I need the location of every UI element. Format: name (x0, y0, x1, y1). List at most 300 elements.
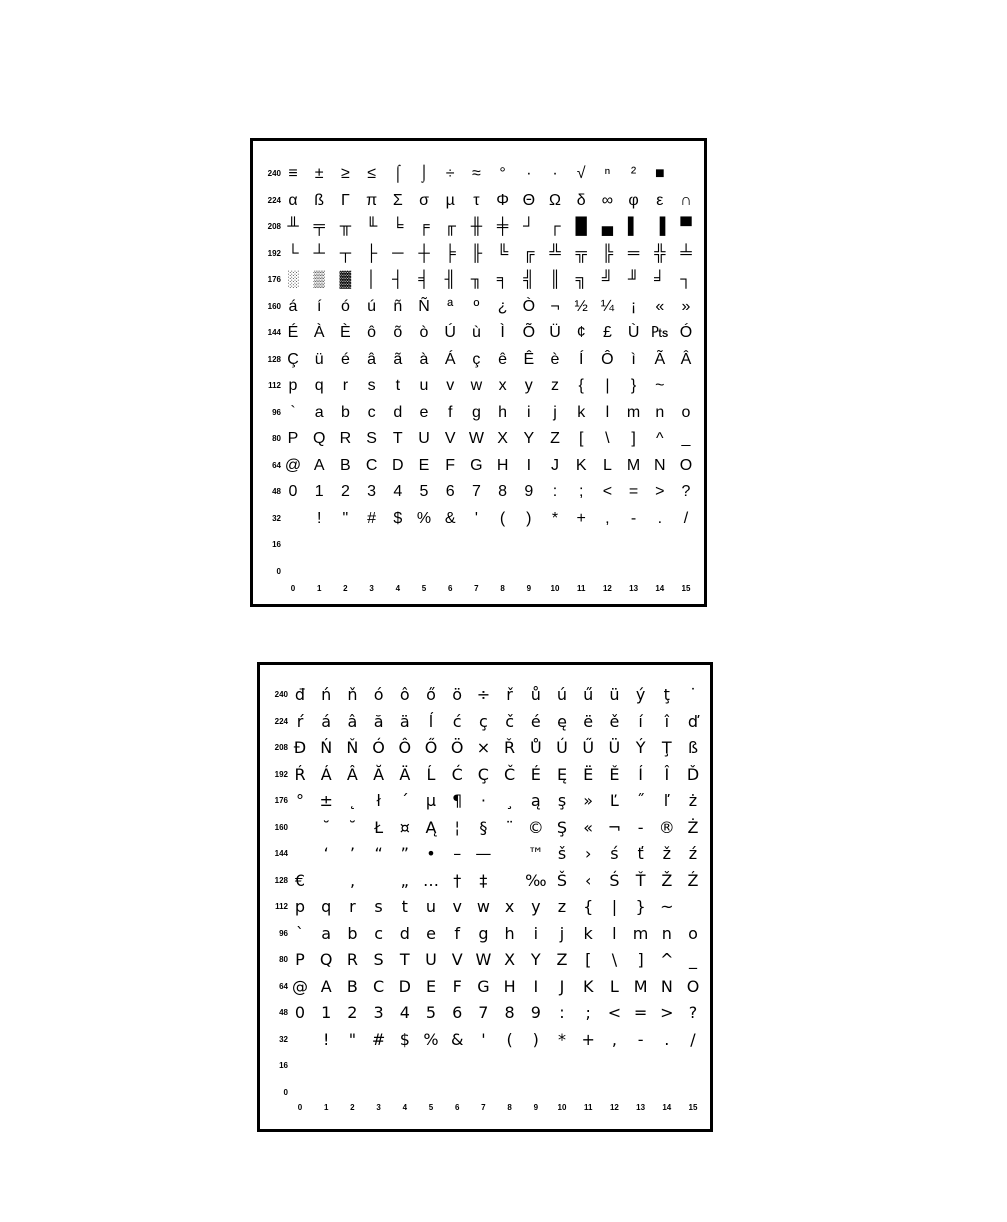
character-cell: y (531, 897, 541, 916)
character-cell: o (681, 403, 691, 421)
character-cell: ¢ (576, 324, 586, 341)
character-cell: 5 (419, 483, 429, 500)
character-cell: Í (638, 764, 643, 784)
character-cell: ° (296, 791, 304, 810)
character-cell (680, 1055, 706, 1077)
character-cell (568, 534, 594, 556)
character-cell (680, 1082, 706, 1104)
row-label: 0 (283, 1087, 288, 1097)
character-cell: „ (400, 870, 409, 890)
character-cell: ľ (663, 791, 670, 810)
character-cell: Â (680, 350, 692, 368)
character-cell: Ü (608, 738, 621, 757)
character-cell: d (393, 403, 403, 421)
character-cell: Č (504, 764, 516, 784)
character-cell: ≤ (367, 165, 376, 182)
character-cell (385, 561, 411, 583)
character-cell: 3 (373, 1003, 384, 1022)
character-cell: º (473, 297, 480, 315)
character-cell: ã (393, 350, 403, 368)
character-cell: Ż (687, 817, 699, 837)
column-label: 3 (376, 1103, 381, 1112)
character-cell: Ú (444, 324, 456, 341)
row-label: 128 (274, 875, 288, 885)
character-cell (628, 1082, 654, 1104)
character-cell: 1 (314, 483, 324, 500)
character-cell: O (679, 456, 693, 474)
character-cell: ” (400, 844, 409, 863)
character-cell: ĺ (428, 711, 434, 731)
character-cell: ⁿ (604, 165, 611, 182)
character-cell: È (340, 324, 351, 341)
character-cell: Q (312, 430, 326, 447)
character-cell: Z (556, 950, 568, 969)
character-cell: G (470, 456, 483, 474)
column-label: 12 (602, 584, 612, 593)
character-cell: R (339, 430, 352, 447)
character-cell: w (470, 377, 483, 394)
character-cell: ╝ (601, 271, 614, 288)
character-cell: ň (347, 685, 358, 704)
character-cell: ý (635, 685, 646, 704)
character-cell: î (664, 711, 670, 731)
character-cell (575, 1055, 601, 1077)
character-cell: ▄ (601, 218, 614, 235)
character-cell: Ì (500, 324, 505, 341)
character-cell: J (559, 976, 565, 996)
character-cell: Î (664, 764, 670, 784)
character-cell: Γ (340, 191, 350, 209)
character-cell: x (498, 377, 507, 394)
character-cell (594, 534, 620, 556)
column-label: 0 (297, 1103, 303, 1112)
row-label: 112 (268, 381, 281, 390)
character-cell: S (373, 950, 384, 969)
character-cell: ŕ (296, 711, 304, 731)
character-cell (444, 1055, 470, 1077)
character-cell: Ò (522, 297, 536, 315)
character-cell: ó (340, 297, 350, 315)
row-label: 224 (274, 716, 288, 726)
character-cell: ¼ (600, 297, 615, 315)
character-cell: ∩ (680, 191, 692, 209)
character-cell: < (607, 1003, 622, 1022)
character-cell: š (557, 844, 567, 863)
character-cell: µ (445, 191, 455, 209)
character-cell: Ő (424, 738, 438, 757)
character-cell: à (419, 350, 429, 368)
character-cell: ╘ (392, 218, 404, 235)
character-cell: Y (530, 950, 541, 969)
character-cell (280, 508, 306, 530)
character-cell: â (347, 711, 358, 731)
character-cell: ş (557, 791, 567, 810)
character-cell: √ (576, 165, 586, 182)
character-cell: ® (658, 817, 675, 837)
character-cell: c (374, 923, 383, 943)
character-cell: j (553, 403, 557, 421)
character-cell: Á (444, 350, 456, 368)
character-cell: 0 (294, 1003, 306, 1022)
character-cell: ~ (660, 897, 674, 916)
character-cell: ú (367, 297, 377, 315)
character-cell: · (480, 791, 486, 810)
character-cell: ű (583, 685, 594, 704)
character-cell (306, 534, 332, 556)
character-cell: O (686, 976, 700, 996)
character-cell: Θ (522, 191, 536, 209)
character-cell: F (445, 456, 456, 474)
character-cell (673, 375, 699, 397)
character-cell: ÷ (445, 165, 455, 182)
character-cell: á (288, 297, 298, 315)
character-cell: Σ (392, 191, 403, 209)
character-cell: C (373, 976, 385, 996)
character-cell: B (346, 976, 358, 996)
character-cell: ║ (549, 271, 561, 288)
character-cell: ╧ (680, 244, 692, 262)
character-cell: g (478, 923, 489, 943)
character-cell: ç (472, 350, 481, 368)
character-cell: D (392, 456, 404, 474)
character-cell: Ŕ (294, 764, 306, 784)
column-label: 8 (500, 584, 505, 593)
character-cell: Ô (601, 350, 614, 368)
character-cell: © (527, 817, 544, 837)
character-cell (332, 561, 358, 583)
character-cell: Ž (661, 870, 673, 890)
column-label: 5 (421, 584, 427, 593)
character-cell: ü (314, 350, 324, 368)
character-cell: W (468, 430, 484, 447)
character-cell: L (609, 976, 619, 996)
character-cell: ô (367, 324, 377, 341)
character-cell: b (340, 403, 350, 421)
character-cell: í (316, 297, 322, 315)
character-cell: { (578, 377, 584, 394)
character-cell: † (453, 870, 462, 890)
row-label: 128 (267, 354, 281, 364)
character-cell: : (559, 1003, 565, 1022)
character-cell: j (559, 923, 565, 943)
character-cell: s (367, 377, 376, 394)
character-cell: â (367, 350, 377, 368)
character-cell: Ú (556, 738, 568, 757)
character-cell: r (349, 897, 356, 916)
character-cell: X (497, 430, 508, 447)
character-cell: ě (609, 711, 620, 731)
character-cell: ż (688, 791, 698, 810)
character-cell: Š (556, 870, 568, 890)
character-cell: ° (499, 165, 506, 182)
character-cell: ç (478, 711, 488, 731)
column-label: 15 (681, 584, 691, 593)
character-cell: Ó (372, 738, 385, 757)
character-cell: Ń (320, 738, 333, 757)
character-cell: Ą (425, 817, 437, 837)
character-cell: P (295, 950, 305, 969)
character-cell (306, 561, 332, 583)
character-cell: P (287, 430, 299, 447)
character-cell: Ľ (609, 791, 619, 810)
character-cell (673, 163, 699, 185)
character-cell: π (366, 191, 378, 209)
character-cell: Ű (582, 738, 595, 757)
character-cell: ß (687, 738, 699, 757)
character-cell: É (287, 324, 299, 341)
character-cell (287, 843, 313, 865)
row-label: 208 (274, 743, 288, 752)
character-cell: đ (294, 685, 306, 704)
character-cell: y (524, 377, 533, 394)
character-cell: c (367, 403, 376, 421)
character-cell: ² (630, 165, 637, 182)
character-cell: t (395, 377, 401, 394)
character-cell: ╩ (549, 244, 561, 262)
character-cell: ₧ (651, 324, 669, 341)
character-cell: Ω (549, 191, 561, 209)
character-cell (497, 1082, 523, 1104)
character-cell: Q (319, 950, 333, 969)
character-cell: } (630, 377, 637, 394)
character-cell: V (451, 950, 463, 969)
character-cell: l (612, 923, 617, 943)
character-cell: ∙ (526, 165, 532, 182)
character-cell (497, 1055, 523, 1077)
character-cell: ╜ (627, 271, 640, 288)
character-cell: ╙ (365, 218, 378, 235)
character-cell: b (347, 923, 358, 943)
character-cell: » (583, 791, 594, 810)
character-cell: U (418, 430, 430, 447)
character-cell (339, 1055, 365, 1077)
character-cell (575, 1082, 601, 1104)
character-cell (437, 534, 463, 556)
character-cell (411, 561, 437, 583)
character-cell: ? (681, 483, 691, 500)
character-cell: ⌠ (392, 165, 403, 182)
character-cell: 9 (530, 1003, 541, 1022)
character-cell: 6 (452, 1003, 463, 1022)
character-cell (673, 534, 699, 556)
character-cell: ' (481, 1029, 486, 1049)
character-cell: ▓ (339, 271, 352, 288)
character-cell: » (681, 297, 691, 315)
character-cell: ¨ (505, 817, 514, 837)
character-cell: á (321, 711, 332, 731)
character-cell: Ó (679, 324, 693, 341)
character-cell (313, 870, 339, 892)
character-cell: T (392, 430, 403, 447)
character-cell: ≥ (341, 165, 350, 182)
character-cell (280, 534, 306, 556)
character-cell: Ź (687, 870, 699, 890)
character-cell: ╞ (444, 244, 456, 262)
character-cell: o (688, 923, 698, 943)
character-cell: ▌ (627, 218, 640, 235)
character-cell: ß (314, 191, 325, 209)
character-cell: B (340, 456, 351, 474)
character-cell: e (426, 923, 436, 943)
character-cell: h (498, 403, 508, 421)
character-cell: 6 (445, 483, 455, 500)
character-cell: D (398, 976, 411, 996)
character-cell: Â (346, 764, 358, 784)
character-cell: I (526, 456, 532, 474)
character-cell: F (452, 976, 462, 996)
character-cell: ░ (287, 271, 299, 288)
character-cell: ž (662, 844, 671, 863)
character-cell: ╬ (654, 244, 666, 262)
character-cell: 2 (340, 483, 350, 500)
character-cell: ¸ (505, 791, 514, 810)
character-cell: \ (611, 950, 618, 969)
character-cell: Ñ (418, 297, 430, 315)
character-cell: ř (506, 685, 513, 704)
column-label: 3 (369, 584, 374, 593)
column-label: 4 (395, 584, 401, 593)
character-cell: ═ (627, 244, 640, 262)
row-label: 224 (267, 195, 281, 205)
character-cell: Ç (477, 764, 489, 784)
character-cell: $ (399, 1029, 410, 1049)
character-cell: l (605, 403, 610, 421)
character-cell: 8 (498, 483, 508, 500)
character-cell: 8 (504, 1003, 515, 1022)
character-cell: ± (319, 791, 333, 810)
character-cell: ; (585, 1003, 591, 1022)
character-cell: q (321, 897, 332, 916)
character-cell: Í (578, 350, 584, 368)
character-cell: ś (610, 844, 619, 863)
character-cell (594, 561, 620, 583)
character-cell: ‡ (479, 870, 488, 890)
row-label: 96 (279, 928, 288, 938)
character-cell: × (476, 738, 491, 757)
character-cell: ╟ (470, 244, 483, 262)
character-cell (444, 1082, 470, 1104)
character-cell: ¬ (607, 817, 622, 837)
character-cell: Ć (451, 764, 463, 784)
character-cell: / (690, 1029, 696, 1049)
character-cell: Ś (609, 870, 620, 890)
character-cell: ö (452, 685, 463, 704)
row-label: 208 (267, 222, 281, 231)
character-cell: ! (322, 1029, 330, 1049)
row-label: 32 (279, 1034, 288, 1044)
character-cell: K (582, 976, 594, 996)
character-cell (470, 1082, 496, 1104)
character-cell (313, 1082, 339, 1104)
character-cell (287, 817, 313, 839)
row-label: 160 (274, 822, 288, 832)
character-cell: ‚ (349, 870, 355, 890)
row-label: 160 (267, 301, 281, 311)
character-cell: = (628, 483, 639, 500)
character-cell: - (637, 817, 644, 837)
character-cell: ę (557, 711, 567, 731)
column-label: 9 (533, 1103, 539, 1112)
character-cell: ™ (527, 844, 544, 863)
character-cell: M (633, 976, 648, 996)
character-cell: ╡ (418, 271, 430, 288)
character-cell: ╦ (575, 244, 587, 262)
character-cell: ő (426, 685, 436, 704)
character-cell: ¤ (399, 817, 410, 837)
row-label: 16 (272, 540, 281, 549)
character-cell (287, 1029, 313, 1051)
column-label: 12 (609, 1103, 619, 1112)
row-label: 16 (279, 1061, 288, 1070)
character-cell (463, 561, 489, 583)
character-cell (601, 1055, 627, 1077)
column-label: 13 (636, 1103, 646, 1112)
character-cell: t (401, 897, 408, 916)
character-cell (313, 1055, 339, 1077)
character-cell: ╠ (601, 244, 614, 262)
character-cell: … (423, 870, 439, 890)
character-cell: ? (688, 1003, 698, 1022)
character-cell: ∞ (601, 191, 614, 209)
character-cell: A (320, 976, 332, 996)
character-cell: & (450, 1029, 464, 1049)
character-cell: # (371, 1029, 386, 1049)
row-label: 64 (272, 460, 281, 470)
character-cell: G (477, 976, 490, 996)
character-cell: Ţ (661, 738, 672, 757)
character-cell (490, 561, 516, 583)
character-cell: ‘ (323, 844, 329, 863)
character-cell: - (630, 509, 637, 527)
character-cell: N (654, 456, 666, 474)
character-cell: ú (556, 685, 568, 704)
character-cell: - (637, 1029, 644, 1049)
character-cell (516, 561, 542, 583)
character-cell: € (294, 870, 306, 890)
character-cell: * (551, 509, 559, 527)
character-cell: ┬ (339, 244, 352, 262)
character-cell: i (527, 403, 531, 421)
character-cell: µ (425, 791, 437, 810)
character-cell: m (626, 403, 641, 421)
character-cell: Ä (399, 764, 411, 784)
character-cell: σ (419, 191, 429, 209)
character-cell: L (602, 456, 612, 474)
character-cell: f (454, 923, 460, 943)
character-cell: φ (628, 191, 639, 209)
character-cell: 7 (478, 1003, 489, 1022)
character-cell: ł (376, 791, 381, 810)
character-cell: £ (602, 324, 612, 341)
character-cell: Ù (627, 324, 640, 341)
character-cell: r (342, 377, 349, 394)
character-cell (339, 1082, 365, 1104)
character-cell: ; (578, 483, 584, 500)
row-label: 112 (275, 902, 288, 911)
character-cell: N (660, 976, 673, 996)
character-cell: ├ (365, 244, 378, 262)
row-label: 176 (274, 796, 288, 805)
character-cell: ( (506, 1029, 513, 1049)
column-label: 9 (526, 584, 532, 593)
column-label: 6 (454, 1103, 460, 1112)
character-cell: ┤ (392, 271, 404, 288)
column-label: 1 (316, 584, 322, 593)
character-cell (673, 561, 699, 583)
character-cell: ╤ (313, 218, 325, 235)
character-cell: \ (605, 430, 610, 447)
character-cell: : (552, 483, 558, 500)
